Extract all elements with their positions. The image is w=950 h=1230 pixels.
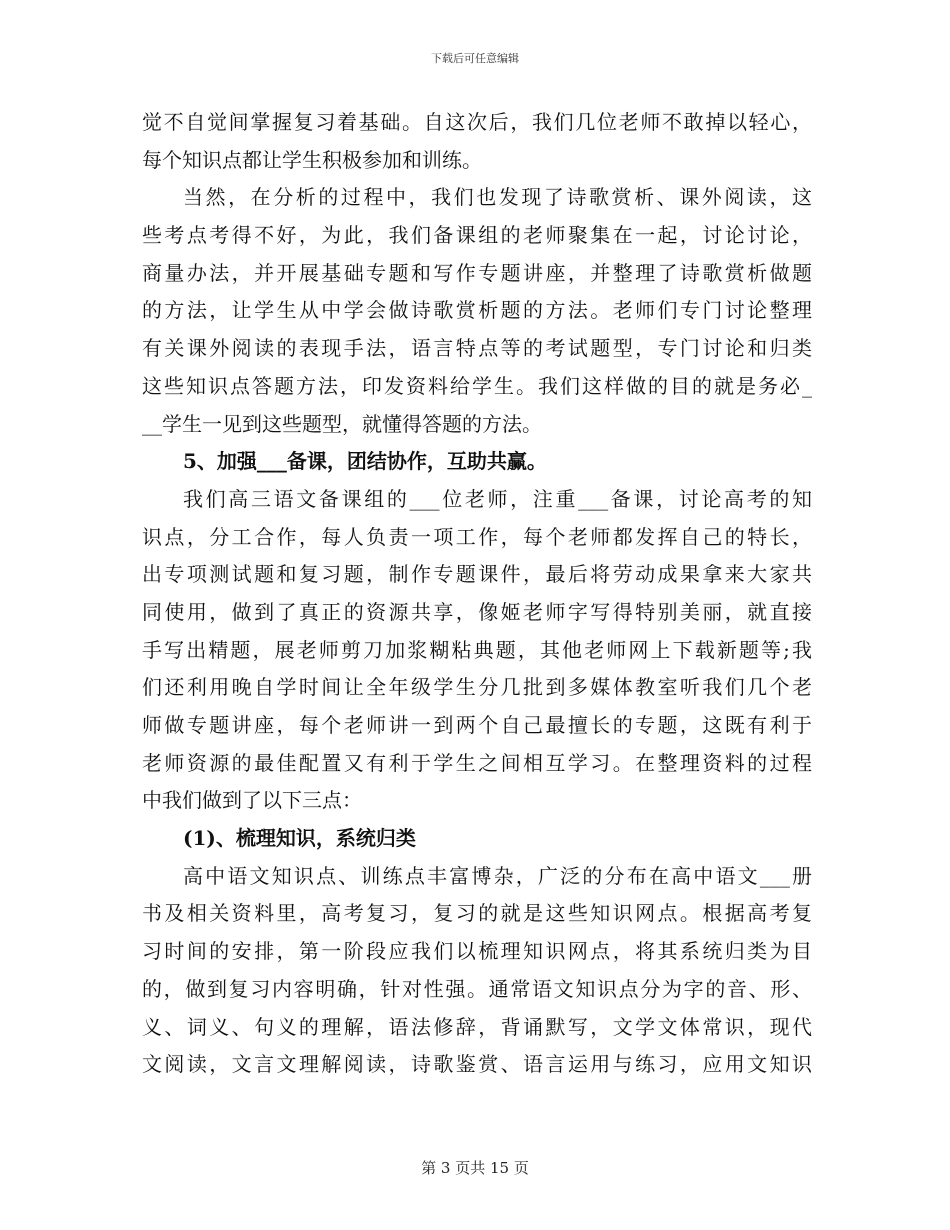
text-line: 同使用，做到了真正的资源共享，像姬老师字写得特别美丽，就直接	[142, 599, 812, 624]
text-line: 觉不自觉间掌握复习着基础。自这次后，我们几位老师不敢掉以轻心，	[142, 110, 812, 134]
document-body	[142, 104, 812, 1084]
text-line: 有关课外阅读的表现手法，语言特点等的考试题型，专门讨论和归类	[142, 336, 812, 361]
text-line: 我们高三语文备课组的___位老师，注重___备课，讨论高考的知	[183, 486, 812, 511]
text-line: 当然，在分析的过程中，我们也发现了诗歌赏析、课外阅读，这	[183, 185, 812, 210]
text-line: 的方法，让学生从中学会做诗歌赏析题的方法。老师们专门讨论整理	[142, 298, 812, 323]
text-line: 手写出精题，展老师剪刀加浆糊粘典题，其他老师网上下载新题等;我	[142, 637, 812, 662]
text-line: 义、词义、句义的理解，语法修辞，背诵默写，文学文体常识，现代	[142, 1014, 812, 1039]
text-line: 书及相关资料里，高考复习，复习的就是这些知识网点。根据高考复	[142, 901, 812, 926]
text-line: 出专项测试题和复习题，制作专题课件，最后将劳动成果拿来大家共	[142, 562, 812, 587]
text-line: 这些知识点答题方法，印发资料给学生。我们这样做的目的就是务必_	[142, 373, 812, 398]
text-line: 们还利用晚自学时间让全年级学生分几批到多媒体教室听我们几个老	[142, 675, 812, 700]
text-line: 老师资源的最佳配置又有利于学生之间相互学习。在整理资料的过程	[142, 750, 812, 775]
text-line: 师做专题讲座，每个老师讲一到两个自己最擅长的专题，这既有利于	[142, 713, 812, 737]
subsection-heading: (1)、梳理知识，系统归类	[183, 826, 416, 851]
text-line: 商量办法，并开展基础专题和写作专题讲座，并整理了诗歌赏析做题	[142, 260, 812, 285]
text-line: 识点，分工合作，每人负责一项工作，每个老师都发挥自己的特长，	[142, 524, 812, 549]
text-line: 些考点考得不好，为此，我们备课组的老师聚集在一起，讨论讨论，	[142, 223, 812, 248]
text-line: 中我们做到了以下三点：	[142, 788, 362, 813]
text-line: 文阅读，文言文理解阅读，诗歌鉴赏、语言运用与练习，应用文知识	[142, 1052, 812, 1077]
text-line: 习时间的安排，第一阶段应我们以梳理知识网点，将其系统归类为目	[142, 939, 812, 964]
text-line: 每个知识点都让学生积极参加和训练。	[142, 147, 482, 172]
text-line: __学生一见到这些题型，就懂得答题的方法。	[142, 411, 542, 436]
section-heading: 5、加强___备课，团结协作，互助共赢。	[183, 449, 547, 474]
page-footer: 第 3 页共 15 页	[421, 1159, 529, 1177]
text-line: 高中语文知识点、训练点丰富博杂，广泛的分布在高中语文___册	[183, 863, 812, 888]
text-line: 的，做到复习内容明确，针对性强。通常语文知识点分为字的音、形、	[142, 976, 812, 1001]
page-header: 下载后可任意编辑	[431, 52, 519, 65]
